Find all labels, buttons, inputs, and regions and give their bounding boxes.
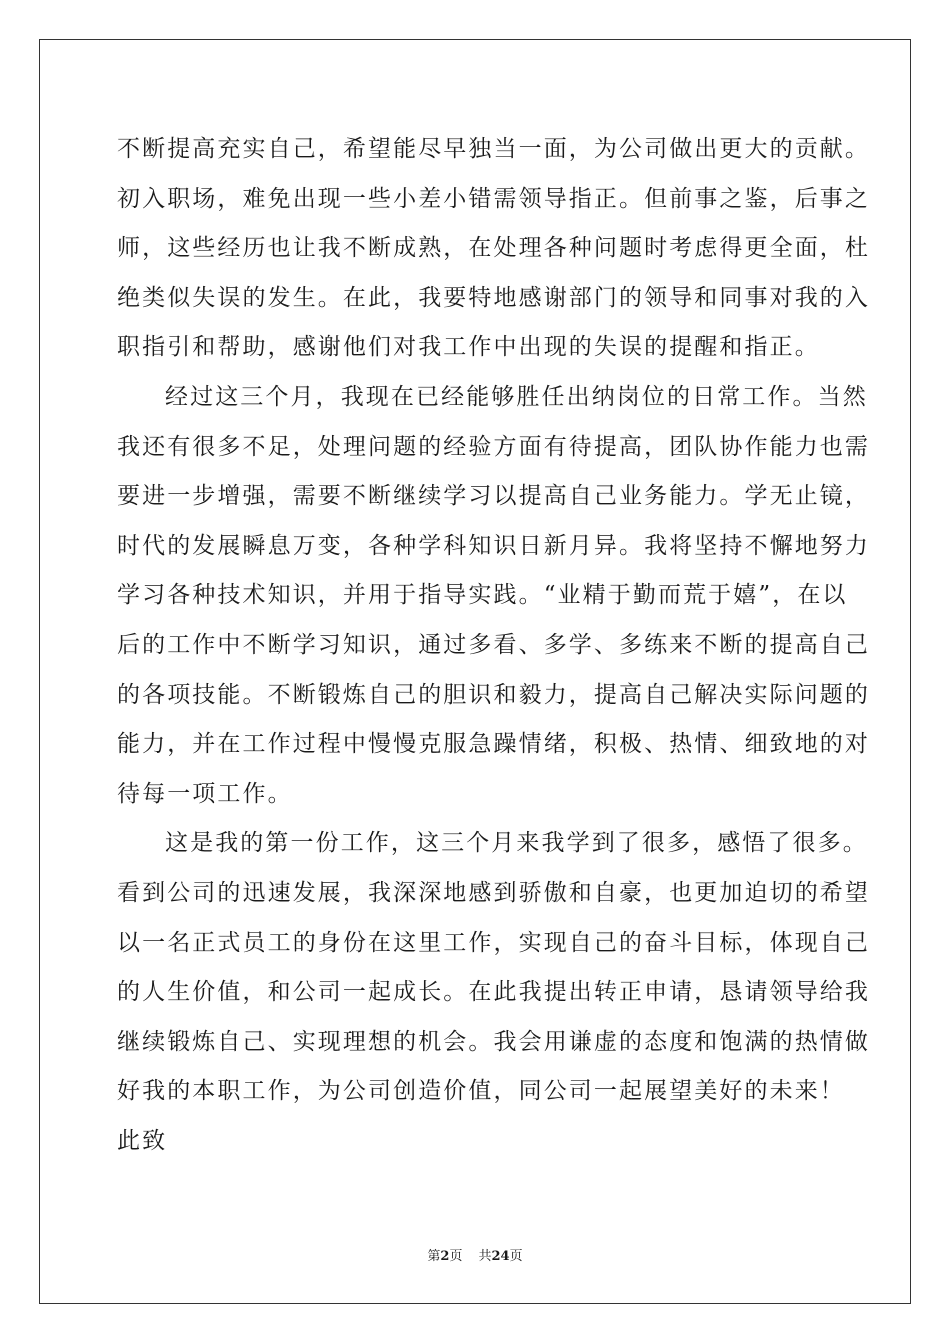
page-suffix: 页 (449, 1249, 463, 1264)
text-line: 师，这些经历也让我不断成熟，在处理各种问题时考虑得更全面，杜 (117, 235, 870, 262)
text-line: 后的工作中不断学习知识，通过多看、多学、多练来不断的提高自己 (117, 631, 870, 658)
closing-salutation: 此致 (117, 1127, 168, 1154)
text-line: 绝类似失误的发生。在此，我要特地感谢部门的领导和同事对我的入 (117, 284, 870, 311)
text-line: 时代的发展瞬息万变，各种学科知识日新月异。我将坚持不懈地努力 (117, 532, 870, 559)
total-suffix: 页 (509, 1249, 523, 1264)
paragraph-start-line: 这是我的第一份工作，这三个月来我学到了很多，感悟了很多。 (165, 830, 868, 857)
text-line: 不断提高充实自己，希望能尽早独当一面，为公司做出更大的贡献。 (117, 136, 870, 162)
page-footer (0, 1248, 950, 1266)
total-page-count: 24 (491, 1249, 510, 1264)
text-line: 的各项技能。不断锻炼自己的胆识和毅力，提高自己解决实际问题的 (117, 681, 870, 708)
text-line: 要进一步增强，需要不断继续学习以提高自己业务能力。学无止镜， (117, 483, 870, 510)
text-line: 的人生价值，和公司一起成长。在此我提出转正申请，恳请领导给我 (117, 979, 870, 1006)
current-page-number: 2 (440, 1249, 450, 1264)
text-line: 我还有很多不足，处理问题的经验方面有待提高，团队协作能力也需 (117, 433, 870, 460)
page-prefix: 第 (427, 1249, 441, 1264)
text-line: 职指引和帮助，感谢他们对我工作中出现的失误的提醒和指正。 (117, 334, 820, 361)
text-line: 初入职场，难免出现一些小差小错需领导指正。但前事之鉴，后事之 (117, 185, 870, 212)
letter-body (117, 125, 870, 1166)
text-line: 以一名正式员工的身份在这里工作，实现自己的奋斗目标，体现自己 (117, 929, 870, 956)
text-line: 继续锻炼自己、实现理想的机会。我会用谦虚的态度和饱满的热情做 (117, 1028, 870, 1055)
text-line: 待每一项工作。 (117, 780, 293, 807)
paragraph-start-line: 经过这三个月，我现在已经能够胜任出纳岗位的日常工作。当然 (165, 383, 868, 410)
text-line: 能力，并在工作过程中慢慢克服急躁情绪，积极、热情、细致地的对 (117, 731, 870, 758)
text-line: 看到公司的迅速发展，我深深地感到骄傲和自豪，也更加迫切的希望 (117, 879, 870, 906)
text-line: 学习各种技术知识，并用于指导实践。“业精于勤而荒于嬉”，在以 (117, 582, 848, 609)
text-line: 好我的本职工作，为公司创造价值，同公司一起展望美好的未来！ (117, 1078, 845, 1105)
total-prefix: 共 (478, 1249, 492, 1264)
